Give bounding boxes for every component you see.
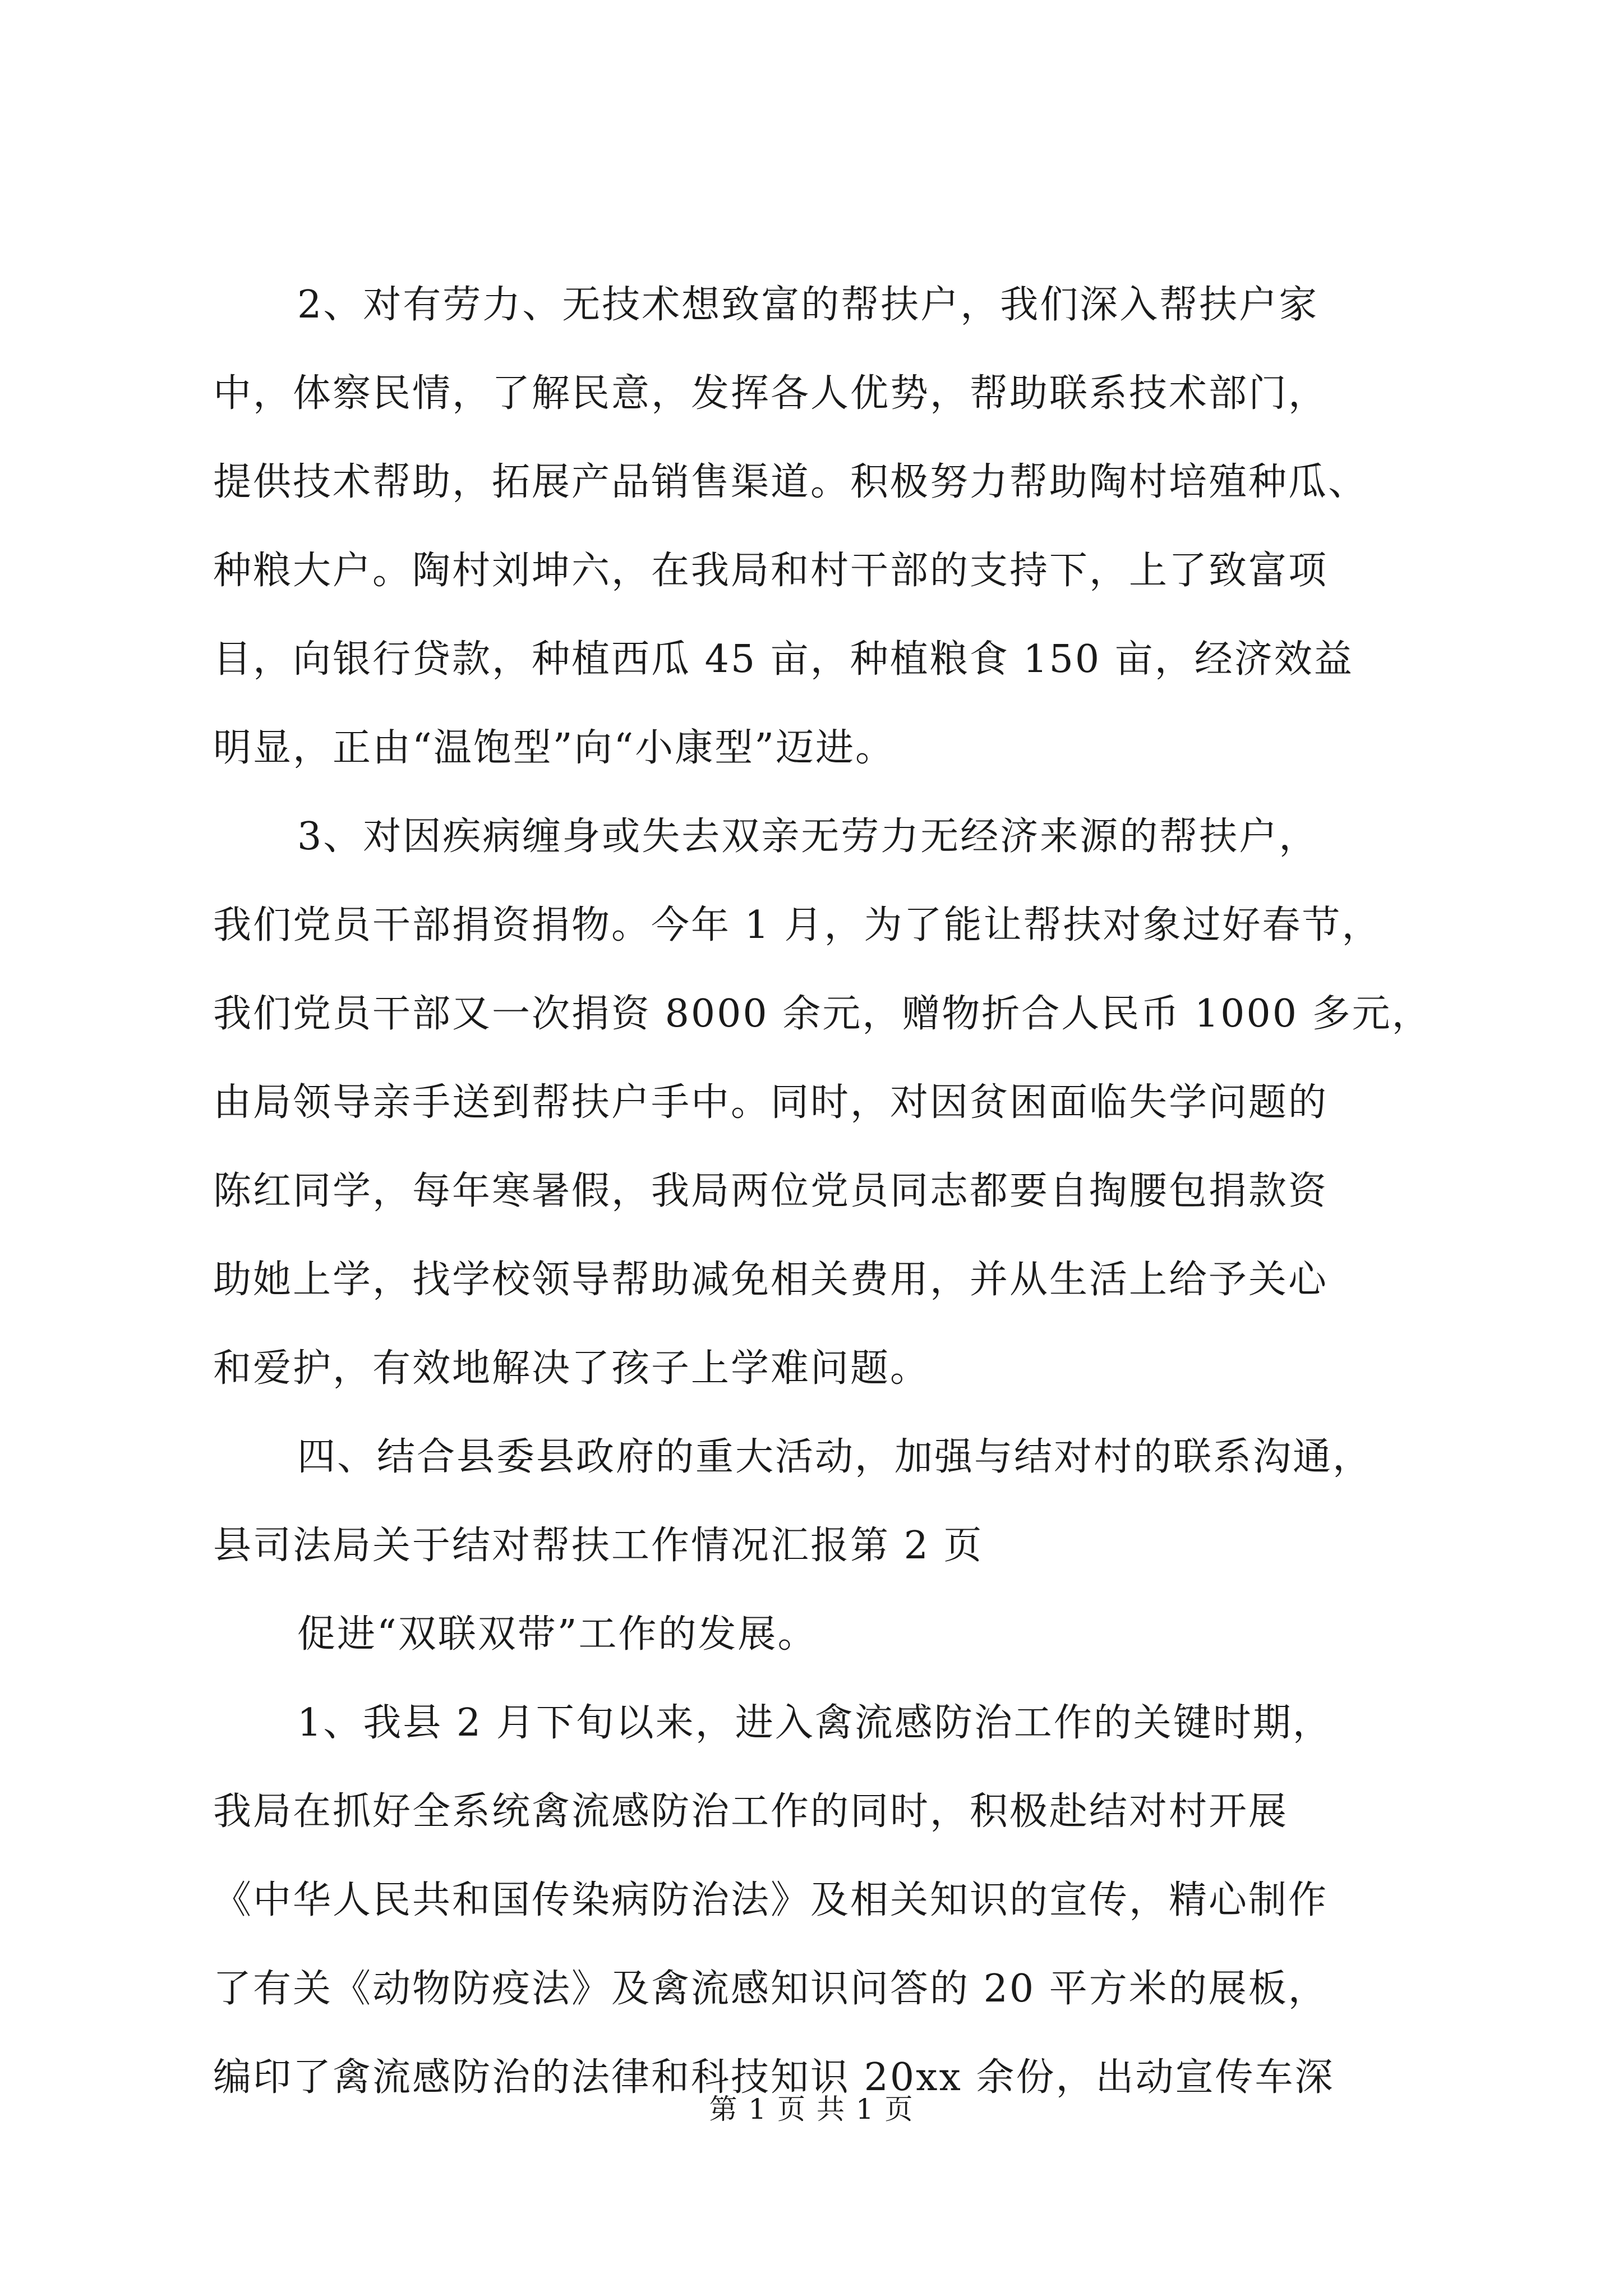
paragraph-line: 促进“双联双带”工作的发展。: [297, 1612, 818, 1657]
running-header-line: 县司法局关于结对帮扶工作情况汇报第 2 页: [213, 1524, 984, 1568]
section-heading-line: 四、结合县委县政府的重大活动，加强与结对村的联系沟通，: [297, 1435, 1373, 1479]
paragraph-line: 种粮大户。陶村刘坤六，在我局和村干部的支持下，上了致富项: [213, 549, 1329, 593]
paragraph-line: 和爱护，有效地解决了孩子上学难问题。: [213, 1346, 930, 1391]
paragraph-line: 《中华人民共和国传染病防治法》及相关知识的宣传，精心制作: [213, 1878, 1329, 1922]
paragraph-line: 明显，正由“温饱型”向“小康型”迈进。: [213, 726, 896, 770]
paragraph-line: 2、对有劳力、无技术想致富的帮扶户，我们深入帮扶户家: [297, 283, 1319, 327]
paragraph-line: 1、我县 2 月下旬以来，进入禽流感防治工作的关键时期，: [297, 1701, 1332, 1745]
paragraph-line: 3、对因疾病缠身或失去双亲无劳力无经济来源的帮扶户，: [297, 815, 1319, 859]
paragraph-line: 助她上学，找学校领导帮助减免相关费用，并从生活上给予关心: [213, 1258, 1329, 1302]
document-body: [213, 261, 1436, 2122]
paragraph-line: 提供技术帮助，拓展产品销售渠道。积极努力帮助陶村培殖种瓜、: [213, 460, 1368, 504]
paragraph-line: 由局领导亲手送到帮扶户手中。同时，对因贫困面临失学问题的: [213, 1080, 1329, 1125]
paragraph-line: 我局在抓好全系统禽流感防治工作的同时，积极赴结对村开展: [213, 1789, 1289, 1834]
paragraph-line: 我们党员干部又一次捐资 8000 余元，赠物折合人民币 1000 多元，: [213, 992, 1432, 1036]
paragraph-line: 中，体察民情，了解民意，发挥各人优势，帮助联系技术部门，: [213, 371, 1329, 416]
page-footer: 第 1 页 共 1 页: [709, 2093, 914, 2125]
paragraph-line: 编印了禽流感防治的法律和科技知识 20xx 余份，出动宣传车深: [213, 2055, 1335, 2100]
paragraph-line: 我们党员干部捐资捐物。今年 1 月，为了能让帮扶对象过好春节，: [213, 903, 1382, 947]
paragraph-line: 了有关《动物防疫法》及禽流感知识问答的 20 平方米的展板，: [213, 1967, 1328, 2011]
paragraph-line: 目，向银行贷款，种植西瓜 45 亩，种植粮食 150 亩，经济效益: [213, 637, 1354, 682]
paragraph-line: 陈红同学，每年寒暑假，我局两位党员同志都要自掏腰包捐款资: [213, 1169, 1329, 1213]
